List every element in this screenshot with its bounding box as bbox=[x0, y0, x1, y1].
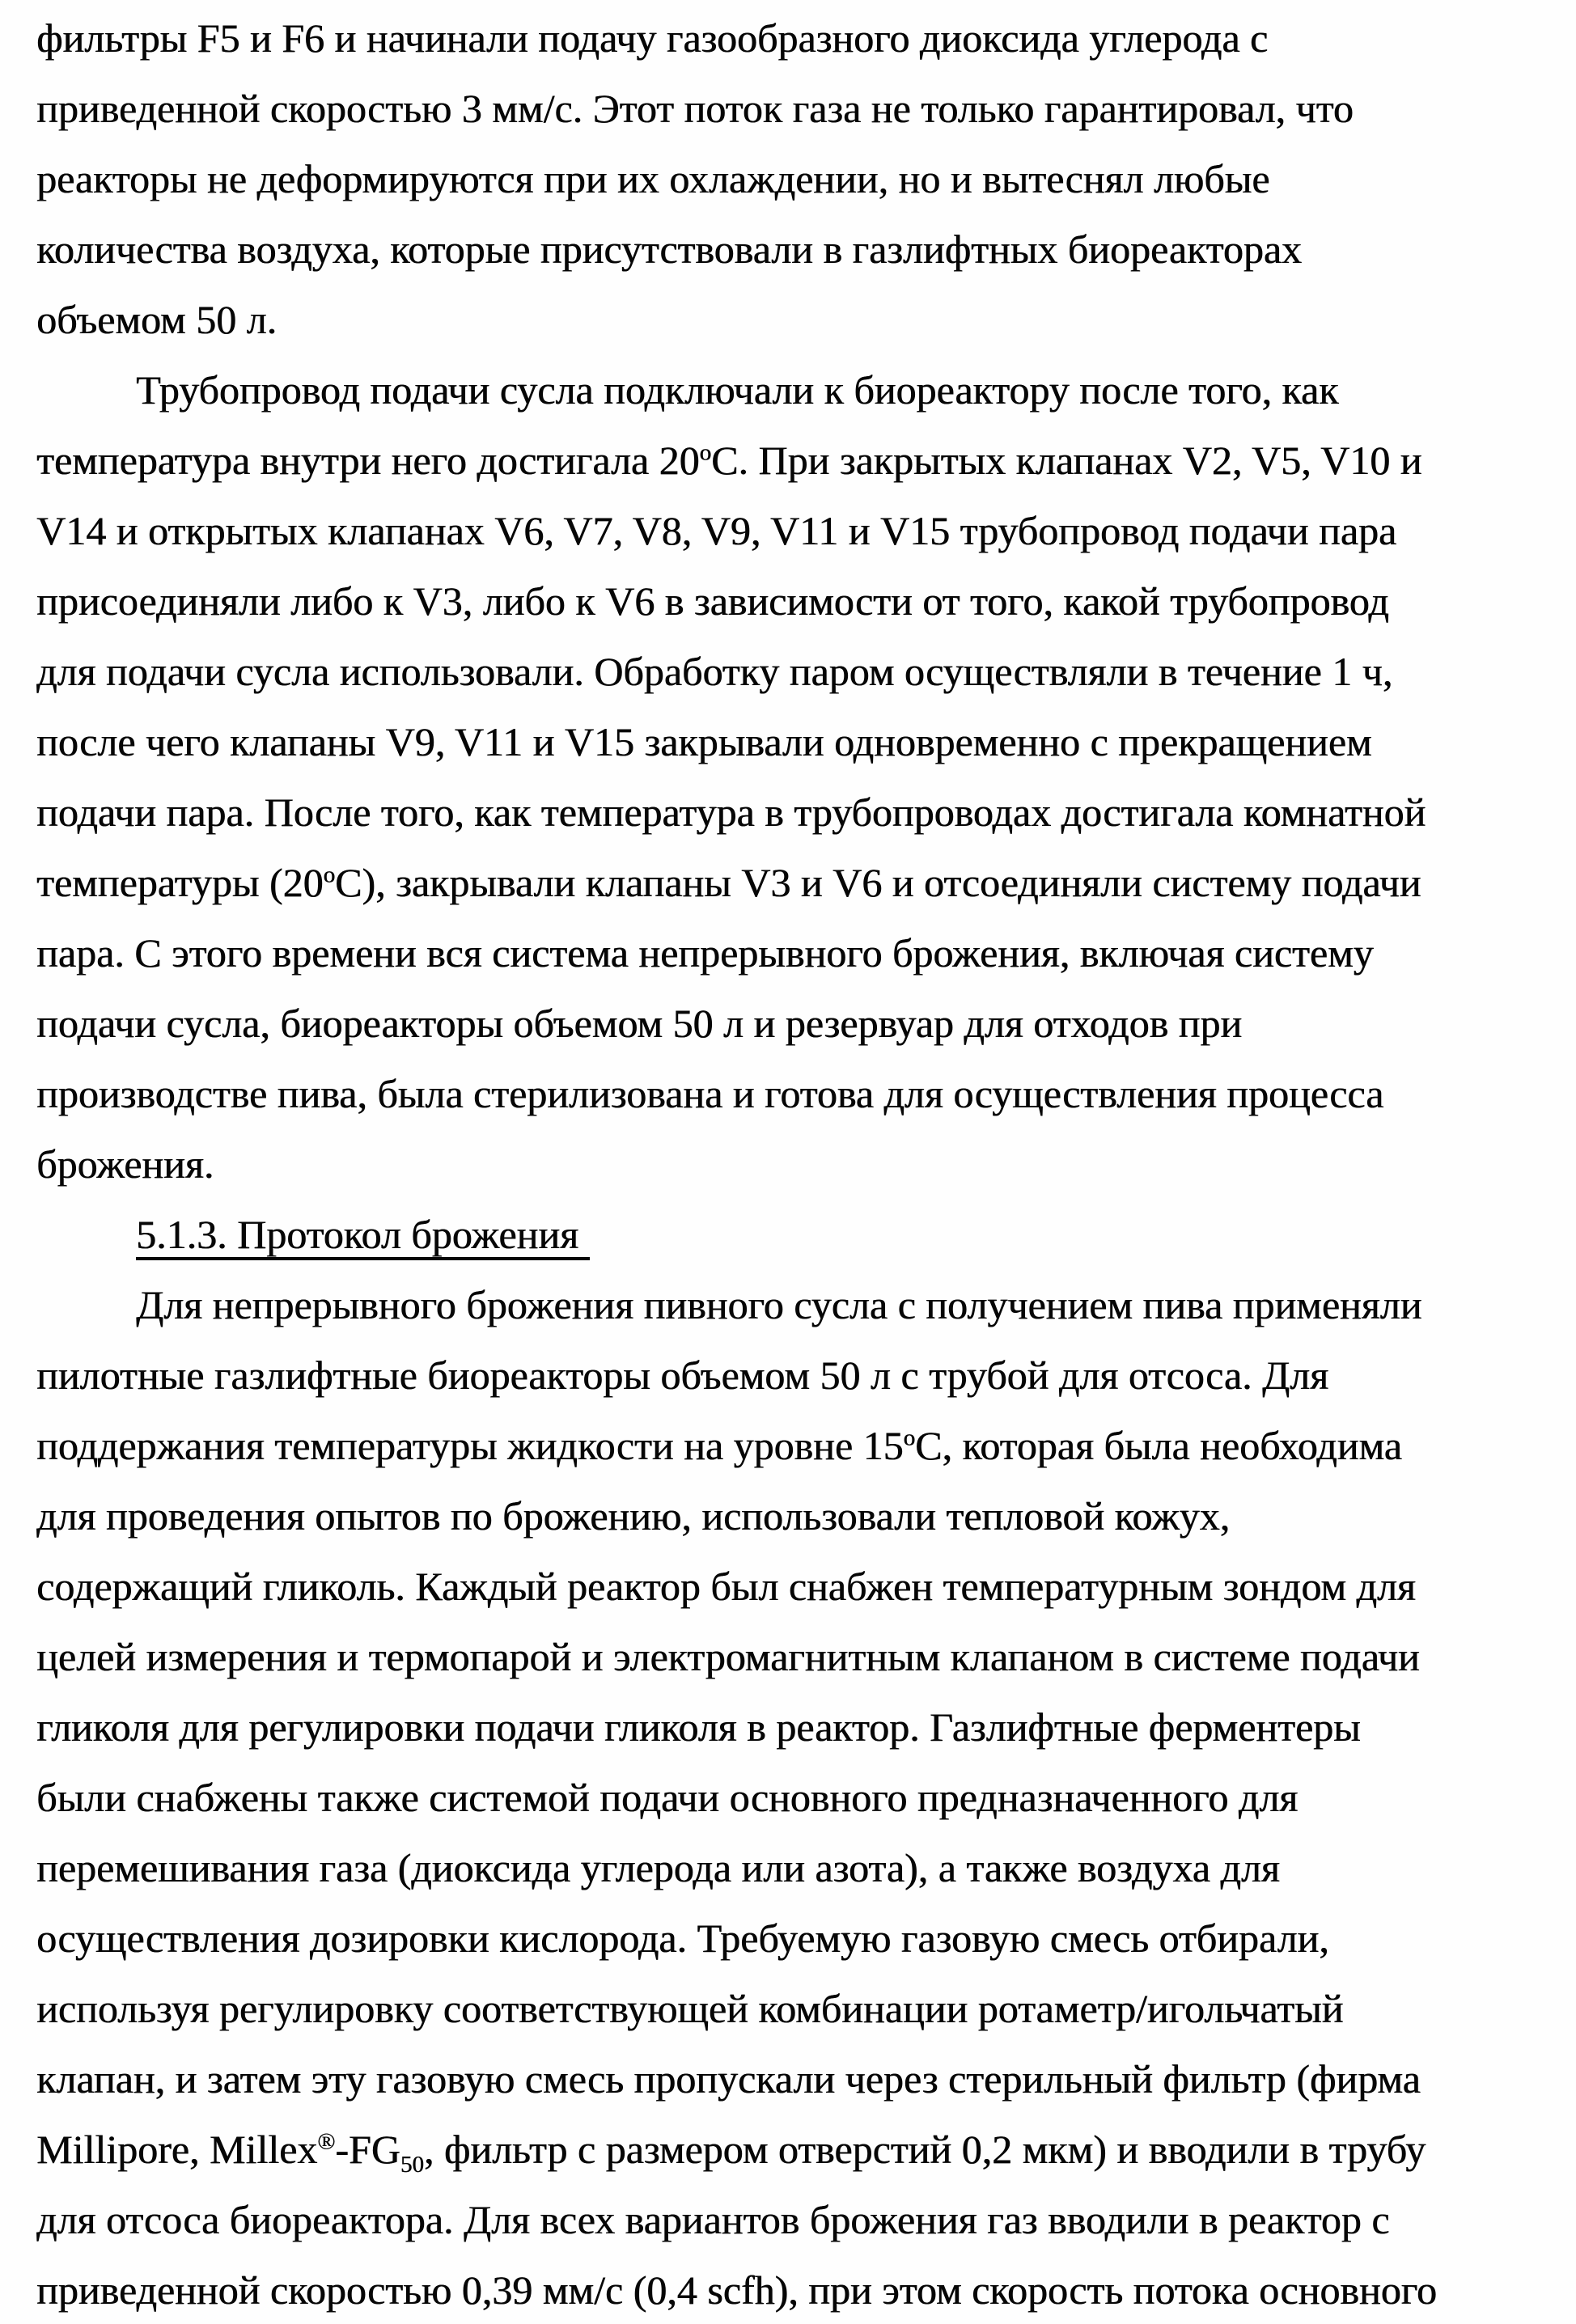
text-line-content bbox=[36, 438, 1421, 483]
text-line bbox=[36, 1129, 1560, 1200]
text-line bbox=[36, 2044, 1560, 2114]
text-line bbox=[36, 1974, 1560, 2044]
text-line bbox=[36, 566, 1560, 637]
text-segment: приведенной скоростью 3 мм/с. Этот поток газа не только гарантировал, что bbox=[36, 86, 1354, 131]
text-line-content bbox=[36, 578, 1389, 624]
text-line bbox=[36, 1340, 1560, 1411]
text-line bbox=[36, 214, 1560, 285]
text-line bbox=[36, 637, 1560, 707]
text-line bbox=[36, 2255, 1560, 2324]
text-line-content bbox=[36, 1423, 1402, 1468]
text-segment: Millipore, Millex bbox=[36, 2127, 318, 2172]
text-line-content bbox=[36, 1986, 1343, 2031]
text-segment: температура внутри него достигала 20 bbox=[36, 438, 700, 483]
text-segment: С), закрывали клапаны V3 и V6 и отсоединяли систему подачи bbox=[334, 860, 1421, 905]
superscript: ® bbox=[317, 2128, 336, 2155]
text-line bbox=[36, 496, 1560, 566]
text-line-content bbox=[36, 860, 1421, 905]
text-segment: поддержания температуры жидкости на уровне 15 bbox=[36, 1423, 904, 1468]
text-segment: используя регулировку соответствующей комбинации ротаметр/игольчатый bbox=[36, 1986, 1344, 2031]
text-segment: пара. С этого времени вся система непрерывного брожения, включая систему bbox=[36, 930, 1374, 976]
text-line-content bbox=[36, 1352, 1328, 1398]
text-segment: присоединяли либо к V3, либо к V6 в зависимости от того, какой трубопровод bbox=[36, 578, 1389, 624]
text-segment: клапан, и затем эту газовую смесь пропускали через стерильный фильтр (фирма bbox=[36, 2056, 1421, 2102]
text-line bbox=[36, 355, 1560, 425]
text-segment: , фильтр с размером отверстий 0,2 мкм) и вводили в трубу bbox=[423, 2127, 1426, 2172]
text-line-content bbox=[136, 1282, 1421, 1327]
text-line-content bbox=[36, 1916, 1329, 1961]
text-line-content bbox=[36, 226, 1302, 272]
text-segment: производстве пива, была стерилизована и готова для осуществления процесса bbox=[36, 1071, 1384, 1116]
superscript: о bbox=[699, 439, 711, 466]
text-line-content bbox=[36, 1141, 214, 1187]
text-line bbox=[36, 2114, 1560, 2185]
text-segment: подачи сусла, биореакторы объемом 50 л и резервуар для отходов при bbox=[36, 1001, 1243, 1046]
text-line bbox=[36, 285, 1560, 355]
text-line-content bbox=[36, 2267, 1437, 2313]
superscript: о bbox=[903, 1424, 916, 1451]
text-segment: для проведения опытов по брожению, использовали тепловой кожух, bbox=[36, 1493, 1231, 1539]
text-line-content bbox=[36, 1071, 1383, 1116]
text-line-content bbox=[36, 1493, 1230, 1539]
text-line bbox=[36, 1763, 1560, 1833]
text-segment: V14 и открытых клапанах V6, V7, V8, V9, V11 и V15 трубопровод подачи пара bbox=[36, 508, 1397, 553]
text-line bbox=[36, 707, 1560, 777]
text-segment: С, которая была необходима bbox=[915, 1423, 1402, 1468]
text-line-content bbox=[36, 719, 1372, 764]
text-line-content bbox=[36, 15, 1268, 61]
superscript: о bbox=[323, 861, 335, 888]
text-segment: гликоля для регулировки подачи гликоля в реактор. Газлифтные ферментеры bbox=[36, 1704, 1361, 1750]
text-line bbox=[36, 3, 1560, 74]
text-segment: осуществления дозировки кислорода. Требуемую газовую смесь отбирали, bbox=[36, 1916, 1329, 1961]
text-line-content bbox=[36, 297, 277, 342]
text-segment: 5.1.3. Протокол брожения bbox=[136, 1212, 578, 1257]
text-line-content bbox=[36, 1775, 1298, 1820]
text-segment: объемом 50 л. bbox=[36, 297, 277, 342]
text-line bbox=[36, 848, 1560, 918]
text-segment: перемешивания газа (диоксида углерода или азота), а также воздуха для bbox=[36, 1845, 1280, 1890]
text-line bbox=[36, 144, 1560, 214]
text-segment: после чего клапаны V9, V11 и V15 закрывали одновременно с прекращением bbox=[36, 719, 1372, 764]
text-line bbox=[36, 777, 1560, 848]
section-heading-text bbox=[136, 1212, 590, 1260]
text-line-content bbox=[36, 1704, 1361, 1750]
text-line bbox=[36, 918, 1560, 988]
text-line bbox=[36, 1411, 1560, 1481]
text-line bbox=[36, 74, 1560, 144]
text-line-content bbox=[36, 86, 1354, 131]
text-segment: брожения. bbox=[36, 1141, 214, 1187]
text-segment: -FG bbox=[335, 2127, 400, 2172]
text-segment: подачи пара. После того, как температура в трубопроводах достигала комнатной bbox=[36, 789, 1426, 835]
text-line bbox=[36, 1481, 1560, 1551]
text-line bbox=[36, 1551, 1560, 1622]
text-line bbox=[36, 1692, 1560, 1763]
text-segment: пилотные газлифтные биореакторы объемом 50 л с трубой для отсоса. Для bbox=[36, 1352, 1328, 1398]
text-line-content bbox=[36, 1845, 1280, 1890]
text-line bbox=[36, 1833, 1560, 1903]
subscript: 50 bbox=[400, 2152, 424, 2178]
text-segment: реакторы не деформируются при их охлаждении, но и вытеснял любые bbox=[36, 156, 1270, 201]
text-line-content bbox=[36, 649, 1392, 694]
text-segment: целей измерения и термопарой и электромагнитным клапаном в системе подачи bbox=[36, 1634, 1420, 1679]
section-heading bbox=[36, 1200, 1560, 1270]
text-line bbox=[36, 988, 1560, 1059]
text-line-content bbox=[36, 1001, 1242, 1046]
text-line-content bbox=[36, 2056, 1421, 2102]
text-line-content bbox=[136, 367, 1338, 413]
text-segment: приведенной скоростью 0,39 мм/с (0,4 scfh), при этом скорость потока основного bbox=[36, 2267, 1437, 2313]
text-line-content bbox=[36, 1634, 1420, 1679]
text-line-content bbox=[36, 2127, 1426, 2178]
text-segment: для подачи сусла использовали. Обработку паром осуществляли в течение 1 ч, bbox=[36, 649, 1393, 694]
text-line-content bbox=[36, 789, 1426, 835]
text-line-content bbox=[36, 508, 1396, 553]
text-line bbox=[36, 2185, 1560, 2255]
text-segment: температуры (20 bbox=[36, 860, 324, 905]
text-segment: фильтры F5 и F6 и начинали подачу газообразного диоксида углерода с bbox=[36, 15, 1269, 61]
text-line-content bbox=[36, 2197, 1389, 2242]
text-line-content bbox=[36, 930, 1374, 976]
text-line bbox=[36, 1903, 1560, 1974]
text-line bbox=[36, 1622, 1560, 1692]
text-segment: содержащий гликоль. Каждый реактор был снабжен температурным зондом для bbox=[36, 1564, 1416, 1609]
text-line-content bbox=[36, 1564, 1416, 1609]
text-line-content bbox=[36, 156, 1269, 201]
text-segment: Трубопровод подачи сусла подключали к биореактору после того, как bbox=[136, 367, 1339, 413]
text-segment: были снабжены также системой подачи основного предназначенного для bbox=[36, 1775, 1299, 1820]
text-line bbox=[36, 1059, 1560, 1129]
text-line bbox=[36, 1270, 1560, 1340]
text-line bbox=[36, 425, 1560, 496]
text-block bbox=[36, 3, 1560, 2324]
text-segment: для отсоса биореактора. Для всех вариантов брожения газ вводили в реактор с bbox=[36, 2197, 1390, 2242]
text-segment: Для непрерывного брожения пивного сусла с получением пива применяли bbox=[136, 1282, 1422, 1327]
text-segment: С. При закрытых клапанах V2, V5, V10 и bbox=[710, 438, 1422, 483]
text-segment: количества воздуха, которые присутствовали в газлифтных биореакторах bbox=[36, 226, 1302, 272]
